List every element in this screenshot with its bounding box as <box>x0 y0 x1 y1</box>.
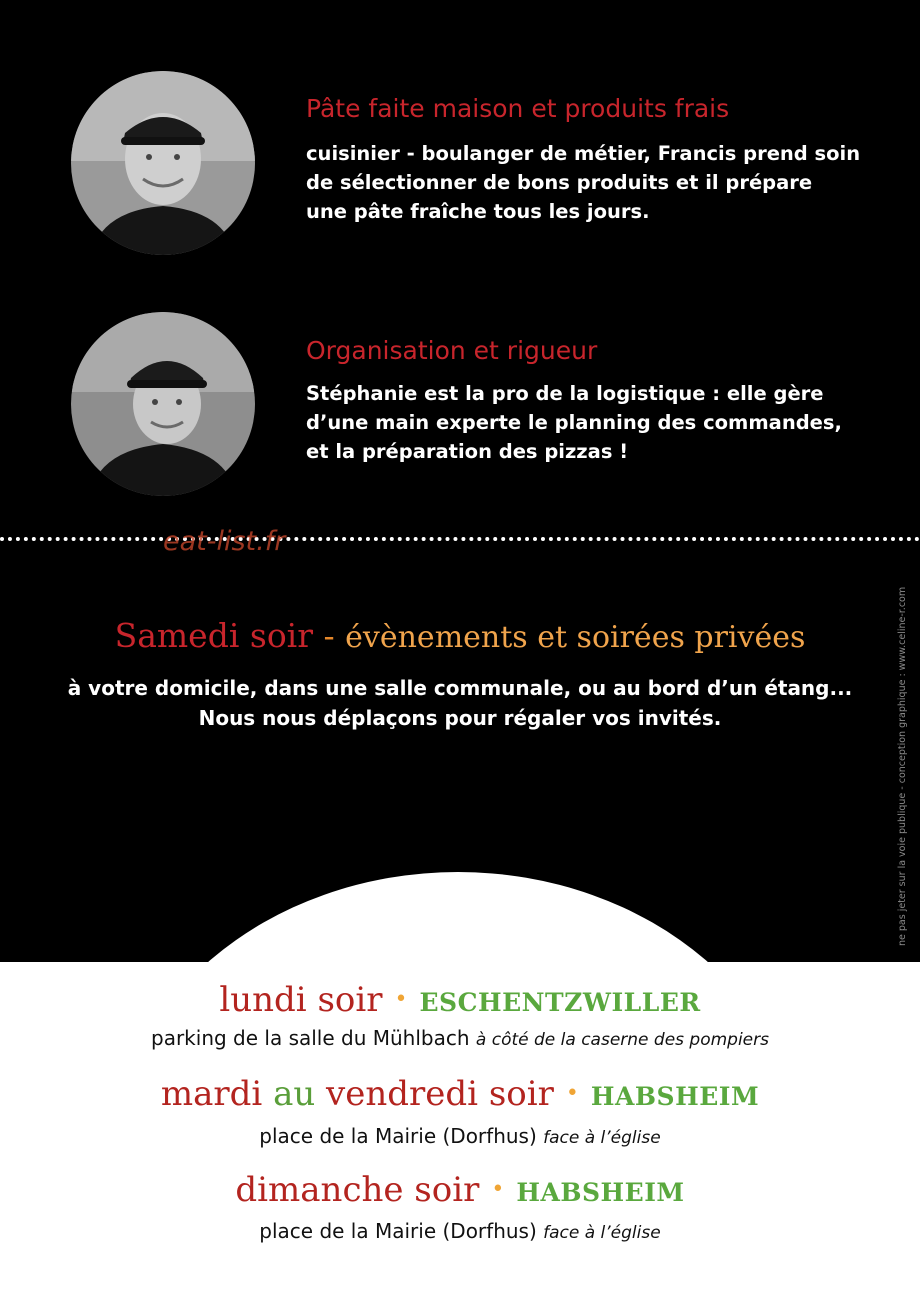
event-title-day: Samedi soir <box>114 616 314 655</box>
francis-photo <box>71 71 255 255</box>
event-title-subject: évènements et soirées privées <box>345 620 806 655</box>
schedule-1-town: ESCHENTZWILLER <box>419 988 701 1017</box>
dotted-divider <box>0 537 920 541</box>
schedule-1-heading <box>0 980 920 1020</box>
profile-1-line: une pâte fraîche tous les jours. <box>306 200 650 223</box>
bullet-icon: • <box>565 1081 579 1106</box>
profile-2-heading: Organisation et rigueur <box>306 336 598 365</box>
schedule-3-town: HABSHEIM <box>516 1178 685 1207</box>
schedule-3-location <box>0 1219 920 1243</box>
profile-1-heading: Pâte faite maison et produits frais <box>306 94 730 123</box>
event-description <box>0 673 920 733</box>
schedule-3-note: face à l’église <box>543 1223 661 1243</box>
event-title <box>0 616 920 655</box>
schedule-1-place: parking de la salle du Mühlbach <box>151 1026 470 1050</box>
schedule-1-day: lundi soir <box>219 980 383 1020</box>
event-title-separator: - <box>313 616 346 655</box>
event-line: à votre domicile, dans une salle communale, ou au bord d’un étang... <box>67 676 853 700</box>
schedule-3-day: dimanche soir <box>235 1170 480 1210</box>
schedule-1-location <box>0 1026 920 1050</box>
profile-2-text <box>306 379 886 466</box>
schedule-2-heading <box>0 1074 920 1114</box>
schedule-1-note: à côté de la caserne des pompiers <box>475 1030 769 1050</box>
schedule-2-day-connector: au <box>273 1074 316 1114</box>
schedule-2-place: place de la Mairie (Dorfhus) <box>259 1124 537 1148</box>
watermark: eat-list.fr <box>163 526 286 557</box>
schedule-2-day-start: mardi <box>160 1074 274 1114</box>
schedule-3-place: place de la Mairie (Dorfhus) <box>259 1219 537 1243</box>
profile-2-line: et la préparation des pizzas ! <box>306 440 629 463</box>
stephanie-photo <box>71 312 255 496</box>
event-line: Nous nous déplaçons pour régaler vos invités. <box>198 706 722 730</box>
profile-2-line: d’une main experte le planning des commandes, <box>306 411 842 434</box>
schedule-2-note: face à l’église <box>543 1128 661 1148</box>
bullet-icon: • <box>491 1177 505 1202</box>
schedule-2-day-end: vendredi soir <box>315 1074 554 1114</box>
profile-1-line: de sélectionner de bons produits et il prépare <box>306 171 813 194</box>
schedule-3-heading <box>0 1170 920 1210</box>
bullet-icon: • <box>394 987 408 1012</box>
profile-1-line: cuisinier - boulanger de métier, Francis prend soin <box>306 142 861 165</box>
profile-1-text <box>306 139 886 226</box>
schedule-2-town: HABSHEIM <box>590 1082 760 1111</box>
schedule-2-location <box>0 1124 920 1148</box>
profile-2-line: Stéphanie est la pro de la logistique : elle gère <box>306 382 824 405</box>
design-credits: ne pas jeter sur la voie publique - conception graphique : www.celine-r.com <box>897 586 908 946</box>
